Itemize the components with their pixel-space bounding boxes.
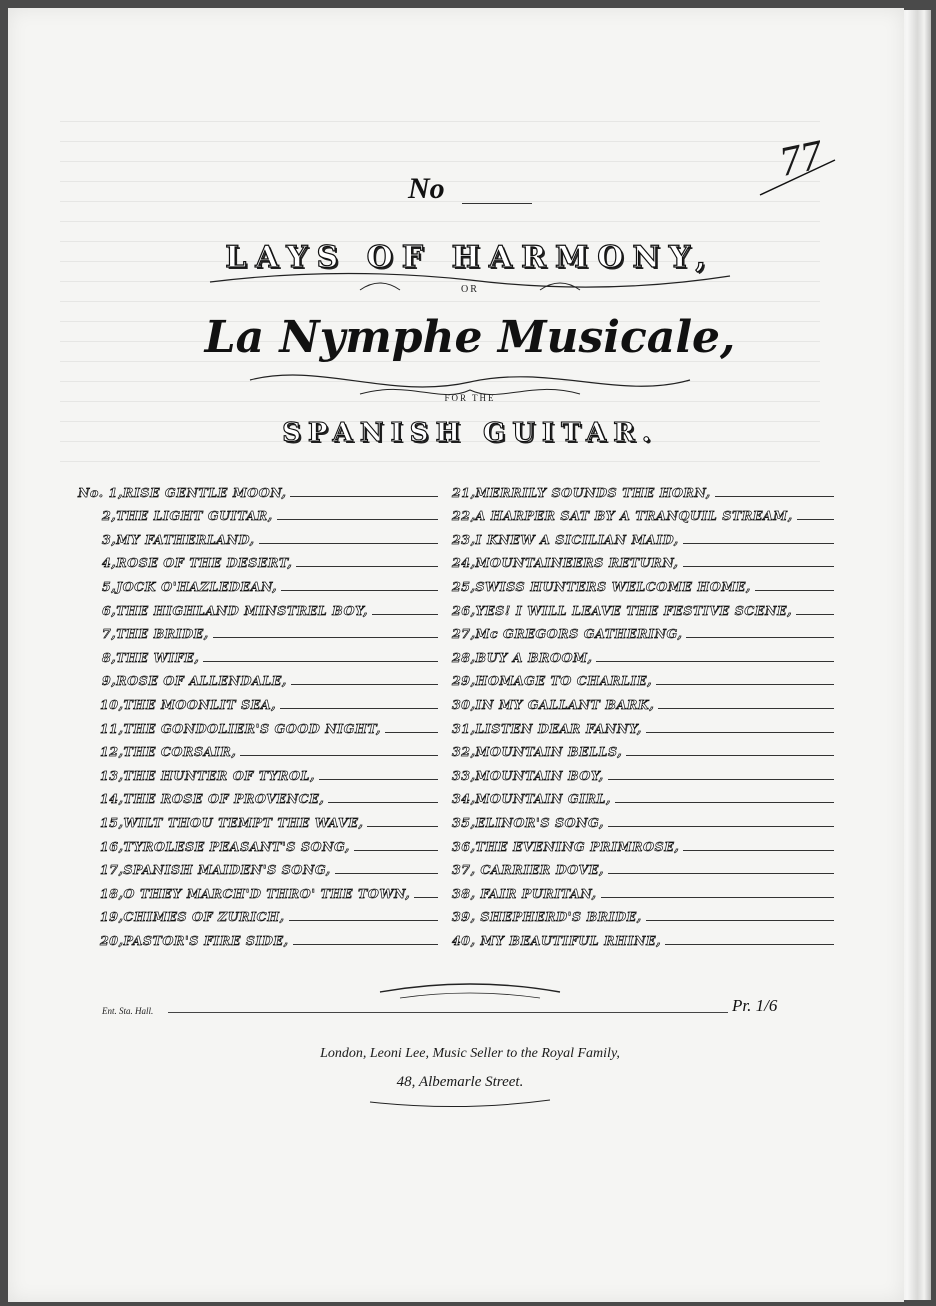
list-item: 21,MERRILY SOUNDS THE HORN, (444, 480, 834, 504)
title-or: OR (461, 284, 479, 295)
list-item: 25,SWISS HUNTERS WELCOME HOME, (444, 574, 834, 598)
list-item: 34,MOUNTAIN GIRL, (444, 787, 834, 811)
song-list-right (444, 480, 834, 952)
list-item: 18,O THEY MARCH'D THRO' THE TOWN, (78, 881, 438, 905)
list-item: 23,I KNEW A SICILIAN MAID, (444, 527, 834, 551)
footer-rule (168, 1012, 728, 1013)
list-item: 26,YES! I WILL LEAVE THE FESTIVE SCENE, (444, 598, 834, 622)
list-item: 24,MOUNTAINEERS RETURN, (444, 551, 834, 575)
publisher-address: 48, Albemarle Street. (396, 1074, 524, 1090)
list-item: 4,ROSE OF THE DESERT, (78, 551, 438, 575)
list-item: 40, MY BEAUTIFUL RHINE, (444, 928, 834, 952)
list-item: 10,THE MOONLIT SEA, (78, 692, 438, 716)
list-item: 12,THE CORSAIR, (78, 740, 438, 764)
list-item: 5,JOCK O'HAZLEDEAN, (78, 574, 438, 598)
list-item: 38, FAIR PURITAN, (444, 881, 834, 905)
list-item: 6,THE HIGHLAND MINSTREL BOY, (78, 598, 438, 622)
list-item: 16,TYROLESE PEASANT'S SONG, (78, 834, 438, 858)
catalog-number: 77 (775, 132, 827, 186)
list-item: No. 1,RISE GENTLE MOON, (78, 480, 438, 504)
list-item: 27,Mc GREGORS GATHERING, (444, 622, 834, 646)
list-item: 7,THE BRIDE, (78, 622, 438, 646)
price: Pr. 1/6 (732, 996, 778, 1015)
number-label: No (408, 172, 445, 205)
list-item: 2,THE LIGHT GUITAR, (78, 504, 438, 528)
list-item: 11,THE GONDOLIER'S GOOD NIGHT, (78, 716, 438, 740)
list-item: 36,THE EVENING PRIMROSE, (444, 834, 834, 858)
list-item: 37, CARRIER DOVE, (444, 858, 834, 882)
list-item: 15,WILT THOU TEMPT THE WAVE, (78, 810, 438, 834)
list-item: 29,HOMAGE TO CHARLIE, (444, 669, 834, 693)
title-instrument: SPANISH GUITAR. (282, 418, 658, 448)
list-item: 32,MOUNTAIN BELLS, (444, 740, 834, 764)
list-item: 13,THE HUNTER OF TYROL, (78, 763, 438, 787)
list-item: 39, SHEPHERD'S BRIDE, (444, 905, 834, 929)
publisher-imprint: London, Leoni Lee, Music Seller to the Royal Family, (320, 1046, 620, 1061)
list-item: 14,THE ROSE OF PROVENCE, (78, 787, 438, 811)
list-item: 3,MY FATHERLAND, (78, 527, 438, 551)
entered-stationers-hall: Ent. Sta. Hall. (102, 1006, 154, 1016)
number-blank-line (462, 203, 532, 204)
list-item: 17,SPANISH MAIDEN'S SONG, (78, 858, 438, 882)
list-item: 35,ELINOR'S SONG, (444, 810, 834, 834)
list-item: 22,A HARPER SAT BY A TRANQUIL STREAM, (444, 504, 834, 528)
song-list-left (78, 480, 438, 952)
address-flourish (360, 1094, 560, 1114)
flourish-above-footer (370, 976, 570, 1006)
title-main: LAYS OF HARMONY, (225, 240, 715, 275)
list-item: 31,LISTEN DEAR FANNY, (444, 716, 834, 740)
list-item: 30,IN MY GALLANT BARK, (444, 692, 834, 716)
title-for: FOR THE (444, 393, 496, 403)
flourish-under-title (200, 262, 740, 302)
list-item: 20,PASTOR'S FIRE SIDE, (78, 928, 438, 952)
title-subtitle-script: La Nymphe Musicale, (204, 312, 736, 363)
list-item: 19,CHIMES OF ZURICH, (78, 905, 438, 929)
list-item: 33,MOUNTAIN BOY, (444, 763, 834, 787)
list-item: 28,BUY A BROOM, (444, 645, 834, 669)
list-item: 8,THE WIFE, (78, 645, 438, 669)
list-item: 9,ROSE OF ALLENDALE, (78, 669, 438, 693)
